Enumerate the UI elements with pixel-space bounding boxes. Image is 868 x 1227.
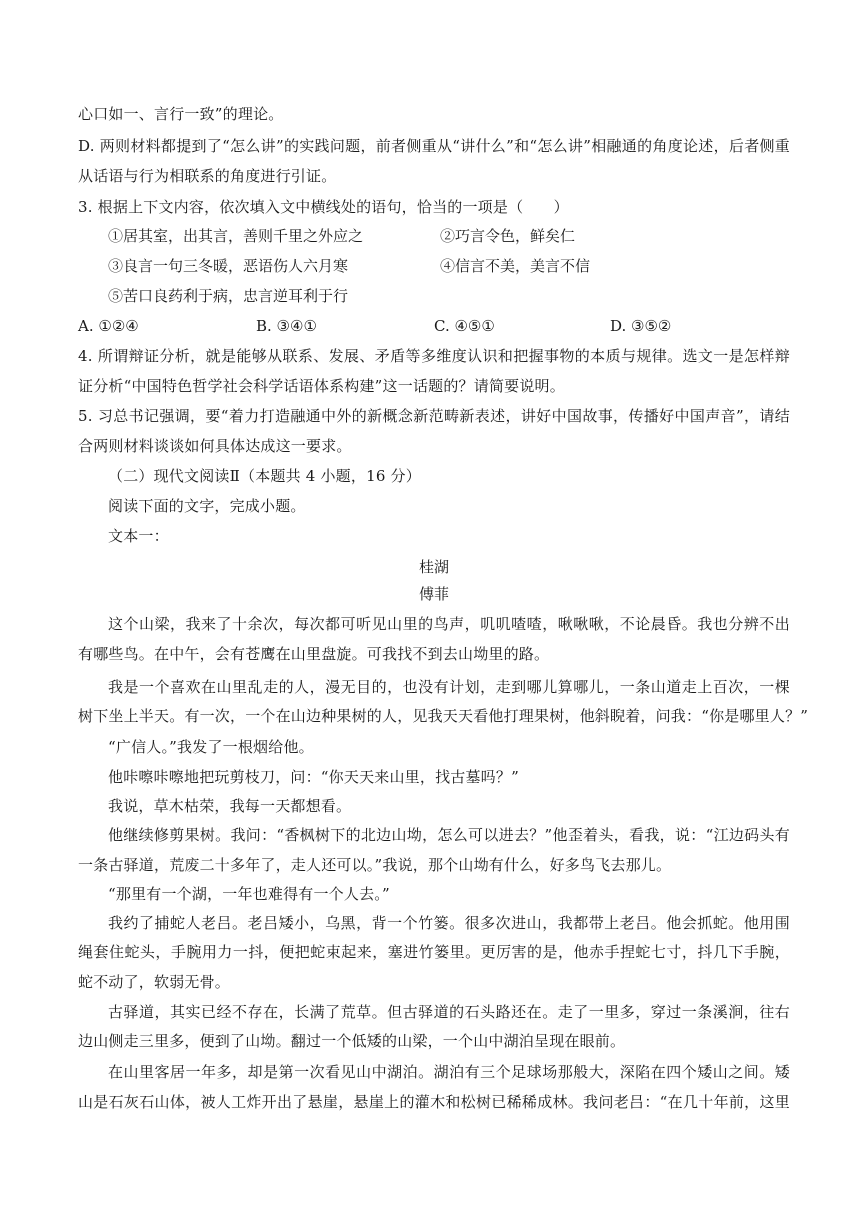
- paragraph-line: 绳套住蛇头，手腕用力一抖，便把蛇束起来，塞进竹篓里。更厉害的是，他赤手捏蛇七寸，抖几下手腕，: [78, 943, 790, 961]
- paragraph-line: 有哪些鸟。在中午，会有苍鹰在山里盘旋。可我找不到去山坳里的路。: [78, 645, 550, 663]
- choice-c: C. ④⑤①: [434, 317, 495, 335]
- paragraph-line: 在山里客居一年多，却是第一次看见山中湖泊。湖泊有三个足球场那般大，深陷在四个矮山之间。矮: [108, 1063, 790, 1081]
- text-line: 从话语与行为相联系的角度进行引证。: [78, 167, 337, 185]
- article-author: 傅菲: [418, 585, 449, 603]
- paragraph-line: 我说，草木枯荣，我每一天都想看。: [108, 797, 352, 815]
- section-instruction: 阅读下面的文字，完成小题。: [108, 497, 306, 515]
- paragraph-line: 我约了捕蛇人老吕。老吕矮小，乌黑，背一个竹篓。很多次进山，我都带上老吕。他会抓蛇。他用围: [108, 914, 790, 932]
- paragraph-line: 古驿道，其实已经不存在，长满了荒草。但古驿道的石头路还在。走了一里多，穿过一条溪涧，往右: [108, 1003, 790, 1021]
- choice-a: A. ①②④: [78, 317, 139, 335]
- paragraph-line: “广信人。”我发了一根烟给他。: [108, 738, 314, 756]
- article-title: 桂湖: [418, 558, 449, 576]
- question-5: 5. 习总书记强调，要“着力打造融通中外的新概念新范畴新表述，讲好中国故事，传播好中国声音”，请结: [78, 407, 790, 425]
- q3-option-2: ②巧言令色，鲜矣仁: [440, 227, 576, 245]
- paragraph-line: 他继续修剪果树。我问：“香枫树下的北边山坳，怎么可以进去？”他歪着头，看我，说：“江边码头有: [108, 826, 790, 844]
- paragraph-line: “那里有一个湖，一年也难得有一个人去。”: [108, 885, 390, 903]
- text-line: D. 两则材料都提到了“怎么讲”的实践问题，前者侧重从“讲什么”和“怎么讲”相融通的角度论述，后者侧重: [78, 137, 790, 155]
- question-4: 4. 所谓辩证分析，就是能够从联系、发展、矛盾等多维度认识和把握事物的本质与规律。选文一是怎样辩: [78, 347, 790, 365]
- question-4-cont: 证分析“中国特色哲学社会科学话语体系构建”这一话题的？请简要说明。: [78, 377, 565, 395]
- paragraph-line: 蛇不动了，软弱无骨。: [78, 973, 231, 991]
- paragraph-line: 这个山梁，我来了十余次，每次都可听见山里的鸟声，叽叽喳喳，啾啾啾，不论晨昏。我也分辨不出: [108, 615, 790, 633]
- paragraph-line: 他咔嚓咔嚓地把玩剪枝刀，问：“你天天来山里，找古墓吗？”: [108, 768, 519, 786]
- choice-d: D. ③⑤②: [610, 317, 672, 335]
- q3-option-3: ③良言一句三冬暖，恶语伤人六月寒: [108, 257, 349, 275]
- question-5-cont: 合两则材料谈谈如何具体达成这一要求。: [78, 437, 352, 455]
- paragraph-line: 山是石灰石山体，被人工炸开出了悬崖，悬崖上的灌木和松树已稀稀成林。我问老吕：“在几十年前，这里: [78, 1093, 790, 1111]
- q3-option-4: ④信言不美，美言不信: [440, 257, 591, 275]
- q3-option-1: ①居其室，出其言，善则千里之外应之: [108, 227, 364, 245]
- text-label: 文本一：: [108, 527, 169, 545]
- choice-b: B. ③④①: [256, 317, 317, 335]
- paragraph-line: 我是一个喜欢在山里乱走的人，漫无目的，也没有计划，走到哪儿算哪儿，一条山道走上百次，一棵: [108, 678, 790, 696]
- paragraph-line: 树下坐上半天。有一次，一个在山边种果树的人，见我天天看他打理果树，他斜睨着，问我：“你是哪里人？”: [78, 707, 809, 725]
- question-3-stem: 3. 根据上下文内容，依次填入文中横线处的语句，恰当的一项是（ ）: [78, 198, 569, 216]
- text-line: 心口如一、言行一致”的理论。: [78, 105, 284, 123]
- paragraph-line: 边山侧走三里多，便到了山坳。翻过一个低矮的山梁，一个山中湖泊呈现在眼前。: [78, 1032, 626, 1050]
- section-heading: （二）现代文阅读Ⅱ（本题共 4 小题，16 分）: [108, 467, 421, 485]
- q3-option-5: ⑤苦口良药利于病，忠言逆耳利于行: [108, 287, 349, 305]
- paragraph-line: 一条古驿道，荒废二十多年了，走人还可以。”我说，那个山坳有什么，好多鸟飞去那儿。: [78, 856, 672, 874]
